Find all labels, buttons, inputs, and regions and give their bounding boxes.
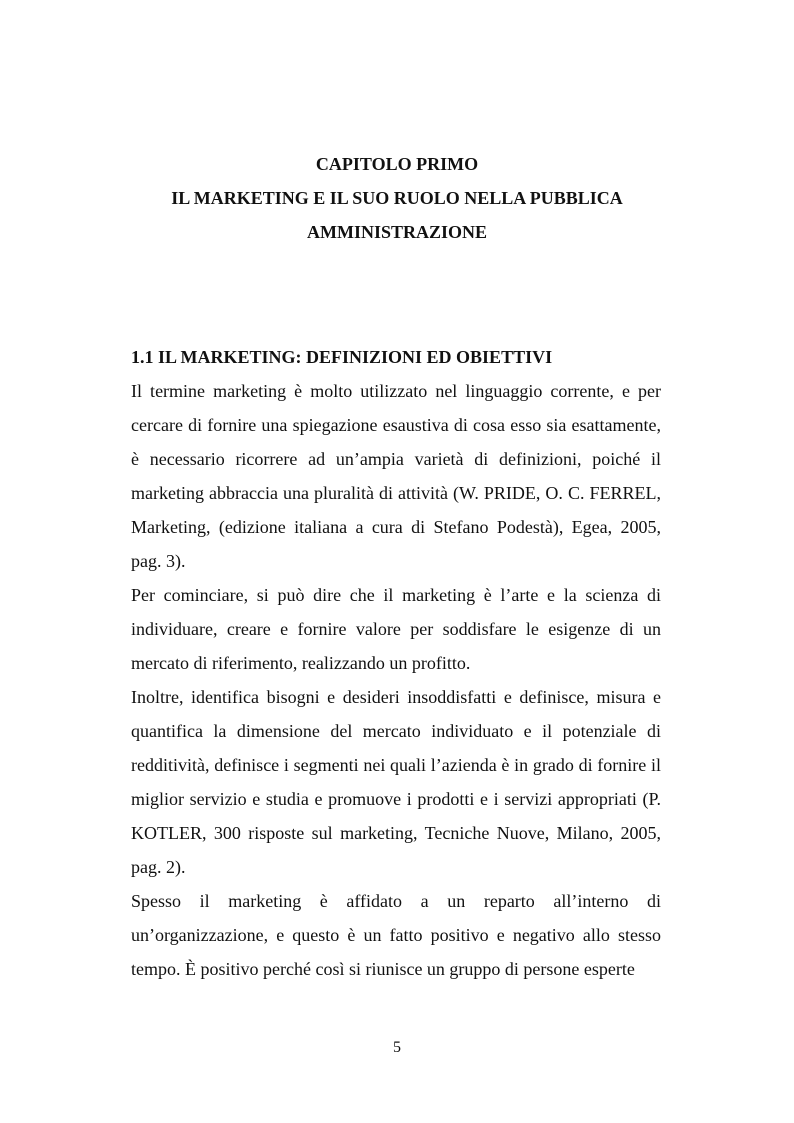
section-body (131, 340, 661, 986)
paragraph: Spesso il marketing è affidato a un reparto all’interno di un’organizzazione, e questo è un fatto positivo e negativo allo stesso tempo. È positivo perché così si riunisce un gruppo di persone esperte (131, 891, 661, 979)
page-number: 5 (393, 1039, 401, 1056)
paragraph: Per cominciare, si può dire che il marketing è l’arte e la scienza di individuare, creare e fornire valore per soddisfare le esigenze di un mercato di riferimento, realizzando un profitto. (131, 585, 661, 673)
paragraph: Il termine marketing è molto utilizzato nel linguaggio corrente, e per cercare di fornire una spiegazione esaustiva di cosa esso sia esattamente, è necessario ricorrere ad un’ampia varietà di definizioni, poiché il marketing abbraccia una pluralità di attività (W. PRIDE, O. C. FERREL, Marketing, (edizione italiana a cura di Stefano Podestà), Egea, 2005, pag. 3). (131, 381, 661, 571)
chapter-heading (0, 147, 794, 249)
section-title: 1.1 IL MARKETING: DEFINIZIONI ED OBIETTIVI (131, 347, 553, 367)
chapter-label: CAPITOLO PRIMO (315, 154, 479, 174)
chapter-title-line-2: AMMINISTRAZIONE (306, 222, 488, 242)
chapter-title-line-1: IL MARKETING E IL SUO RUOLO NELLA PUBBLICA (171, 188, 623, 208)
paragraph: Inoltre, identifica bisogni e desideri insoddisfatti e definisce, misura e quantifica la dimensione del mercato individuato e il potenziale di redditività, definisce i segmenti nei quali l’azienda è in grado di fornire il miglior servizio e studia e promuove i prodotti e i servizi appropriati (P. KOTLER, 300 risposte sul marketing, Tecniche Nuove, Milano, 2005, pag. 2). (131, 687, 661, 877)
